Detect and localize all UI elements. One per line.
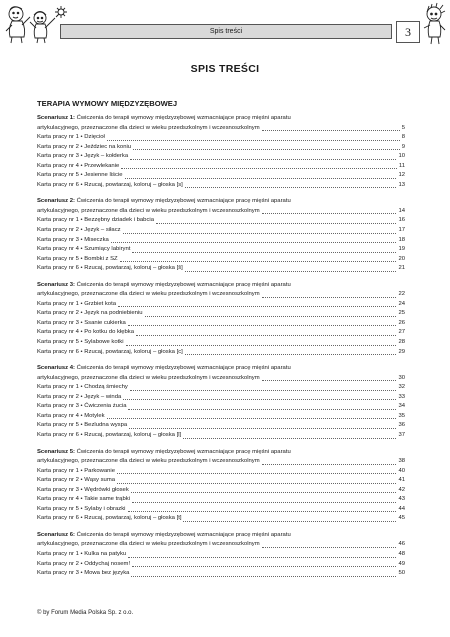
worksheet-title: Karta pracy nr 2 • Wąsy suma [37,477,116,484]
worksheet-title: Karta pracy nr 3 • Mowa bez języka [37,570,130,577]
dot-leader [262,379,397,381]
page-ref: 19 [398,246,405,253]
worksheet-title: Karta pracy nr 3 • Ćwiczenia żucia [37,403,127,410]
worksheet-entry [37,383,405,393]
scenario-description-cont: artykulacyjnego, przeznaczone dla dzieci w wieku przedszkolnym i wczesnoszkolnym [37,458,260,465]
worksheet-title: Karta pracy nr 3 • Wędrówki głosek [37,486,129,493]
scenario-label: Scenariusz 5: [37,448,75,455]
dot-leader [128,324,397,326]
page-ref: 26 [398,319,405,326]
scenario-description-cont: artykulacyjnego, przeznaczone dla dzieci w wieku przedszkolnym i wczesnoszkolnym [37,541,260,548]
worksheet-title: Karta pracy nr 5 • Bombki z SZ [37,255,118,262]
dot-leader [107,139,400,141]
dot-leader [107,417,397,419]
page-ref: 12 [398,172,405,179]
page-ref: 11 [398,162,405,169]
page-ref: 9 [401,143,405,150]
scenario-entry [37,114,405,190]
worksheet-entry [37,431,405,441]
worksheet-entry [37,171,405,181]
child-illustration-right [404,2,448,46]
worksheet-entry [37,264,405,274]
scenario-description-line [37,540,405,550]
dot-leader [128,510,397,512]
dot-leader [117,482,396,484]
scenario-entry [37,364,405,440]
worksheet-title: Karta pracy nr 4 • Przewlekanie [37,162,120,169]
dot-leader [262,546,397,548]
dot-leader [131,575,396,577]
scenario-heading [37,281,405,291]
page-ref: 20 [398,255,405,262]
worksheet-title: Karta pracy nr 6 • Rzucaj, powtarzaj, koloruj – głoska [s] [37,181,183,188]
dot-leader [183,520,396,522]
scenario-description-line [37,124,405,134]
scenario-description: Ćwiczenia do terapii wymowy międzyzębowej wzmacniające pracę mięśni aparatu [74,115,291,121]
scenario-label: Scenariusz 6: [37,531,75,538]
worksheet-title: Karta pracy nr 5 • Sylaby i obrazki [37,505,126,512]
page-ref: 30 [398,374,405,381]
scenario-entry [37,281,405,357]
dot-leader [125,177,397,179]
worksheet-title: Karta pracy nr 6 • Rzucaj, powtarzaj, koloruj – głoska [l] [37,431,182,438]
dot-leader [133,148,400,150]
worksheet-title: Karta pracy nr 3 • Ssanie cukierka [37,319,126,326]
worksheet-entry [37,255,405,265]
scenario-description-line [37,290,405,300]
dot-leader [136,334,396,336]
page-ref: 29 [398,348,405,355]
worksheet-entry [37,216,405,226]
page-ref: 21 [398,265,405,272]
page-ref: 41 [398,477,405,484]
dot-leader [111,241,397,243]
worksheet-entry [37,560,405,570]
worksheet-entry [37,319,405,329]
worksheet-entry [37,550,405,560]
page-ref: 16 [398,217,405,224]
worksheet-entry [37,514,405,524]
page-ref: 14 [398,207,405,214]
page-ref: 22 [398,291,405,298]
dot-leader [183,437,396,439]
scenario-label: Scenariusz 1: [37,115,75,121]
worksheet-entry [37,421,405,431]
page-header [0,0,450,46]
scenario-heading [37,197,405,207]
page-number: 3 [396,21,420,43]
dot-leader [185,270,397,272]
page-ref: 28 [398,339,405,346]
worksheet-entry [37,338,405,348]
dot-leader [129,427,396,429]
scenario-label: Scenariusz 3: [37,281,75,288]
worksheet-entry [37,309,405,319]
dot-leader [121,167,397,169]
dot-leader [262,463,397,465]
scenario-label: Scenariusz 4: [37,365,75,372]
dot-leader [126,344,397,346]
dot-leader [262,212,397,214]
scenario-heading [37,114,405,124]
scenario-label: Scenariusz 2: [37,198,75,205]
dot-leader [132,565,396,567]
page-ref: 33 [398,393,405,400]
worksheet-title: Karta pracy nr 4 • Motylek [37,412,105,419]
page-ref: 8 [401,134,405,141]
dot-leader [118,305,396,307]
dot-leader [131,491,397,493]
worksheet-title: Karta pracy nr 4 • Po kotku do kłębka [37,329,135,336]
worksheet-title: Karta pracy nr 6 • Rzucaj, powtarzaj, koloruj – głoska [t] [37,515,182,522]
dot-leader [130,158,396,160]
worksheet-title: Karta pracy nr 1 • Bezzębny dziadek i babcia [37,217,154,224]
page-ref: 49 [398,560,405,567]
scenario-description-cont: artykulacyjnego, przeznaczone dla dzieci w wieku przedszkolnym i wczesnoszkolnym [37,207,260,214]
dot-leader [132,501,396,503]
scenario-description-cont: artykulacyjnego, przeznaczone dla dzieci w wieku przedszkolnym i wczesnoszkolnym [37,124,260,131]
page-ref: 46 [398,541,405,548]
page-ref: 43 [398,496,405,503]
worksheet-entry [37,505,405,515]
page-ref: 42 [398,486,405,493]
worksheet-entry [37,300,405,310]
page-ref: 32 [398,384,405,391]
page-ref: 45 [398,515,405,522]
dot-leader [185,186,397,188]
page-ref: 5 [401,124,405,131]
dot-leader [117,472,396,474]
worksheet-title: Karta pracy nr 2 • Oddychaj nosem! [37,560,131,567]
page-ref: 48 [398,550,405,557]
worksheet-title: Karta pracy nr 5 • Sylabowe kotki [37,339,124,346]
worksheet-title: Karta pracy nr 1 • Parkowanie [37,467,116,474]
worksheet-title: Karta pracy nr 3 • Miseczka [37,236,109,243]
scenario-description: Ćwiczenia do terapii wymowy międzyzębowej wzmacniające pracę mięśni aparatu [74,365,291,372]
worksheet-title: Karta pracy nr 6 • Rzucaj, powtarzaj, koloruj – głoska [š] [37,265,183,272]
worksheet-entry [37,393,405,403]
worksheet-title: Karta pracy nr 4 • Szumiący labirynt [37,246,131,253]
page-ref: 17 [398,227,405,234]
dot-leader [262,129,400,131]
worksheet-title: Karta pracy nr 5 • Jesienne liście [37,172,123,179]
scenario-entry [37,197,405,273]
worksheet-entry [37,467,405,477]
worksheet-title: Karta pracy nr 4 • Takie same trąbki [37,496,130,503]
scenario-description-line [37,457,405,467]
page-ref: 44 [398,505,405,512]
dot-leader [132,251,396,253]
section-title: TERAPIA WYMOWY MIĘDZYZĘBOWEJ [37,99,178,108]
header-title-bar: Spis treści [60,24,392,39]
scenario-entry [37,448,405,524]
copyright-footer: © by Forum Media Polska Sp. z o.o. [37,610,134,616]
worksheet-entry [37,412,405,422]
dot-leader [123,232,397,234]
worksheet-title: Karta pracy nr 1 • Kulka na patyku [37,550,127,557]
dot-leader [130,389,397,391]
worksheet-entry [37,569,405,579]
page-ref: 13 [398,181,405,188]
dot-leader [128,408,396,410]
dot-leader [145,315,397,317]
scenario-description: Ćwiczenia do terapii wymowy międzyzębowej wzmacniające pracę mięśni aparatu [74,198,291,205]
dot-leader [128,556,396,558]
worksheet-entry [37,495,405,505]
page-ref: 40 [398,467,405,474]
worksheet-title: Karta pracy nr 2 • Język – winda [37,393,122,400]
scenario-description-cont: artykulacyjnego, przeznaczone dla dzieci w wieku przedszkolnym i wczesnoszkolnym [37,374,260,381]
page-ref: 38 [398,458,405,465]
scenario-heading [37,448,405,458]
worksheet-entry [37,476,405,486]
worksheet-entry [37,236,405,246]
page-ref: 18 [398,236,405,243]
page-ref: 27 [398,329,405,336]
dot-leader [156,222,396,224]
worksheet-title: Karta pracy nr 3 • Język – kołderka [37,153,129,160]
page-ref: 10 [398,153,405,160]
worksheet-title: Karta pracy nr 2 • Język – siłacz [37,227,121,234]
scenario-description-line [37,207,405,217]
worksheet-entry [37,328,405,338]
worksheet-entry [37,245,405,255]
worksheet-entry [37,133,405,143]
scenario-description-line [37,374,405,384]
worksheet-entry [37,226,405,236]
worksheet-entry [37,486,405,496]
scenario-description: Ćwiczenia do terapii wymowy międzyzębowej wzmacniające pracę mięśni aparatu [74,281,291,288]
scenario-description: Ćwiczenia do terapii wymowy międzyzębowej wzmacniające pracę mięśni aparatu [74,531,291,538]
worksheet-entry [37,143,405,153]
dot-leader [120,260,397,262]
scenario-description-cont: artykulacyjnego, przeznaczone dla dzieci w wieku przedszkolnym i wczesnoszkolnym [37,291,260,298]
worksheet-title: Karta pracy nr 1 • Grzbiet kota [37,300,117,307]
page-ref: 35 [398,412,405,419]
scenario-heading [37,364,405,374]
worksheet-entry [37,162,405,172]
dot-leader [123,398,396,400]
worksheet-title: Karta pracy nr 1 • Chodzą śmiechy [37,384,128,391]
scenario-entry [37,531,405,579]
scenario-heading [37,531,405,541]
dot-leader [262,296,397,298]
toc-title: SPIS TREŚCI [190,63,260,75]
worksheet-title: Karta pracy nr 1 • Dzięcioł [37,134,105,141]
scenario-description: Ćwiczenia do terapii wymowy międzyzębowej wzmacniające pracę mięśni aparatu [74,448,291,455]
worksheet-title: Karta pracy nr 6 • Rzucaj, powtarzaj, koloruj – głoska [c] [37,348,183,355]
page-ref: 50 [398,570,405,577]
dot-leader [185,353,397,355]
worksheet-entry [37,152,405,162]
worksheet-title: Karta pracy nr 5 • Bezludna wyspa [37,422,128,429]
page-ref: 25 [398,310,405,317]
page-ref: 36 [398,422,405,429]
worksheet-entry [37,348,405,358]
page-ref: 37 [398,431,405,438]
worksheet-title: Karta pracy nr 2 • Język na podniebieniu [37,310,143,317]
toc-list [37,114,405,586]
worksheet-title: Karta pracy nr 2 • Jeździec na koniu [37,143,132,150]
page-ref: 34 [398,403,405,410]
worksheet-entry [37,402,405,412]
page-ref: 24 [398,300,405,307]
worksheet-entry [37,181,405,191]
